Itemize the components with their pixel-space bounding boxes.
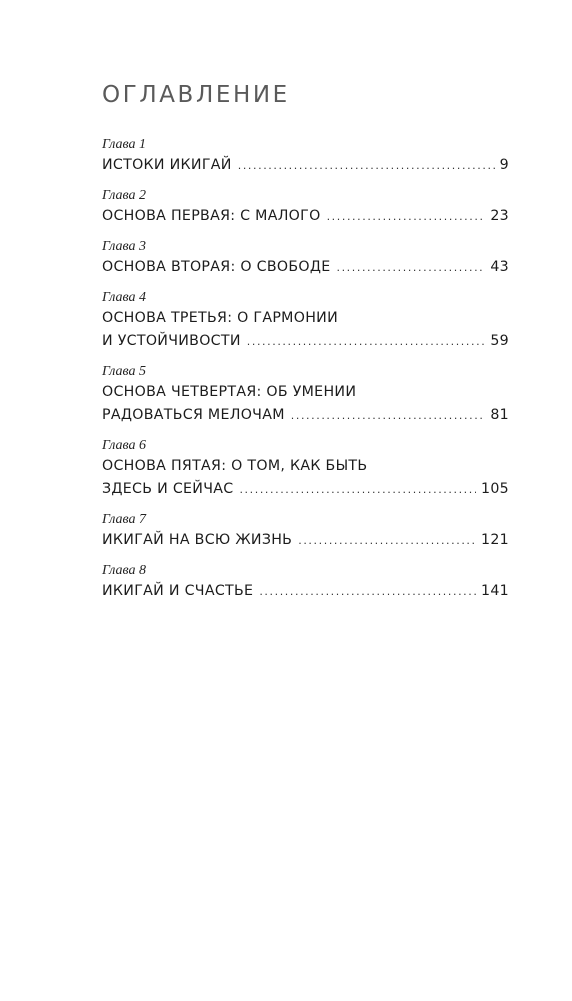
- toc-entry[interactable]: [102, 237, 509, 279]
- dot-leader: [327, 205, 486, 228]
- chapter-label: Глава 2: [102, 188, 146, 203]
- toc-entry[interactable]: [102, 135, 509, 177]
- page-number: 43: [490, 259, 509, 275]
- chapter-label: Глава 6: [102, 438, 146, 453]
- chapter-title: И УСТОЙЧИВОСТИ: [102, 333, 241, 349]
- toc-entry[interactable]: [102, 510, 509, 552]
- chapter-title: ЗДЕСЬ И СЕЙЧАС: [102, 481, 234, 497]
- chapter-title: ИКИГАЙ И СЧАСТЬЕ: [102, 583, 254, 599]
- chapter-title-row: [102, 330, 509, 353]
- chapter-title-row: [102, 205, 509, 228]
- dot-leader: [336, 256, 485, 279]
- toc-entry[interactable]: [102, 362, 509, 427]
- page-number: 59: [490, 333, 509, 349]
- chapter-title-row: [102, 478, 509, 501]
- page-title: ОГЛАВЛЕНИЕ: [102, 82, 290, 108]
- toc-entry[interactable]: [102, 288, 509, 353]
- chapter-title-line: ОСНОВА ПЯТАЯ: О ТОМ, КАК БЫТЬ: [102, 458, 368, 474]
- page-number: 23: [490, 208, 509, 224]
- dot-leader: [298, 529, 476, 552]
- dot-leader: [247, 330, 486, 353]
- table-of-contents: [102, 135, 509, 612]
- chapter-title-row: [102, 256, 509, 279]
- chapter-label: Глава 3: [102, 239, 146, 254]
- dot-leader: [238, 154, 495, 177]
- toc-entry[interactable]: [102, 436, 509, 501]
- page-number: 81: [490, 407, 509, 423]
- page-number: 105: [481, 481, 509, 497]
- chapter-title-row: [102, 580, 509, 603]
- toc-entry[interactable]: [102, 561, 509, 603]
- dot-leader: [291, 404, 486, 427]
- chapter-title: ОСНОВА ВТОРАЯ: О СВОБОДЕ: [102, 259, 331, 275]
- chapter-title-row: [102, 154, 509, 177]
- chapter-title: ОСНОВА ПЕРВАЯ: С МАЛОГО: [102, 208, 321, 224]
- dot-leader: [259, 580, 476, 603]
- chapter-title: ИСТОКИ ИКИГАЙ: [102, 157, 232, 173]
- dot-leader: [239, 478, 476, 501]
- chapter-title-row: [102, 529, 509, 552]
- chapter-label: Глава 8: [102, 563, 146, 578]
- chapter-title: РАДОВАТЬСЯ МЕЛОЧАМ: [102, 407, 285, 423]
- chapter-label: Глава 7: [102, 512, 146, 527]
- chapter-title-line: ОСНОВА ТРЕТЬЯ: О ГАРМОНИИ: [102, 310, 338, 326]
- page-number: 141: [481, 583, 509, 599]
- chapter-title-row: [102, 404, 509, 427]
- chapter-label: Глава 1: [102, 137, 146, 152]
- page-number: 121: [481, 532, 509, 548]
- toc-entry[interactable]: [102, 186, 509, 228]
- chapter-title: ИКИГАЙ НА ВСЮ ЖИЗНЬ: [102, 532, 293, 548]
- chapter-title-line: ОСНОВА ЧЕТВЕРТАЯ: ОБ УМЕНИИ: [102, 384, 357, 400]
- page-number: 9: [499, 157, 509, 173]
- chapter-label: Глава 4: [102, 290, 146, 305]
- chapter-label: Глава 5: [102, 364, 146, 379]
